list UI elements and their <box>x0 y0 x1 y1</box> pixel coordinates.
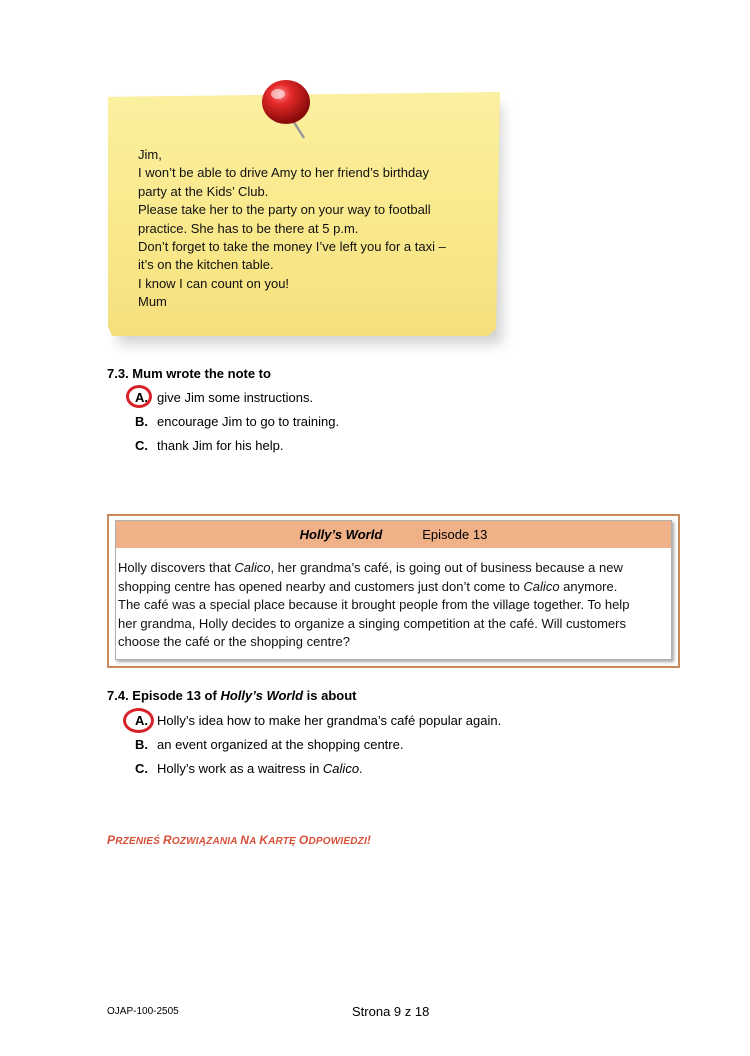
text-run: Holly discovers that <box>118 560 235 575</box>
text-run: shopping centre has opened nearby and customers just don’t come to <box>118 578 524 594</box>
text-run: DPOWIEDZI <box>308 836 367 847</box>
text-run: OZWIĄZANIA <box>171 836 241 847</box>
text-run: P <box>107 833 116 847</box>
text-run: R <box>162 833 172 847</box>
note-text <box>138 146 488 312</box>
q73-option-b[interactable] <box>135 414 339 429</box>
option-letter: C. <box>135 438 148 453</box>
episode-number: Episode 13 <box>422 527 488 542</box>
text-run: K <box>259 833 269 847</box>
pushpin-icon <box>258 78 314 142</box>
note-line: practice. She has to be there at 5 p.m. <box>138 220 359 236</box>
option-text: give Jim some instructions. <box>157 390 314 405</box>
option-letter: A. <box>135 390 148 405</box>
q74-option-b[interactable] <box>135 737 403 752</box>
exam-code: OJAP-100-2505 <box>107 1006 179 1017</box>
option-letter: C. <box>135 761 148 776</box>
title-run: is about <box>303 688 357 703</box>
cafe-name: Calico <box>234 560 271 575</box>
description-line <box>118 559 674 578</box>
option-letter: B. <box>135 737 148 752</box>
option-text: an event organized at the shopping centre. <box>157 737 404 752</box>
option-text: . <box>359 761 363 776</box>
text-run: , her grandma’s café, is going out of business because a new <box>270 560 623 575</box>
note-line: party at the Kids’ Club. <box>138 183 269 199</box>
note-line: Mum <box>138 294 167 310</box>
transfer-answers-reminder <box>107 833 371 847</box>
show-title: Holly’s World <box>299 527 383 542</box>
q74-option-c[interactable] <box>135 761 363 776</box>
text-run: N <box>240 833 250 847</box>
answer-circle-mark <box>126 385 152 408</box>
cafe-name: Calico <box>322 761 360 776</box>
text-run: anymore. <box>559 578 618 594</box>
description-line: The café was a special place because it brought people from the village together. To help <box>118 597 630 613</box>
note-line: Please take her to the party on your way to football <box>138 202 431 218</box>
cafe-name: Calico <box>523 578 560 594</box>
q74-option-a[interactable] <box>135 713 501 728</box>
text-run: A <box>249 836 260 847</box>
description-line <box>118 578 674 597</box>
question-7-3-title: 7.3. Mum wrote the note to <box>107 366 271 381</box>
page-number: Strona 9 z 18 <box>352 1004 430 1019</box>
note-line: I won’t be able to drive Amy to her friend’s birthday <box>138 165 429 181</box>
option-text: thank Jim for his help. <box>157 438 284 453</box>
option-text: Holly’s work as a waitress in <box>157 761 323 776</box>
q73-option-a[interactable] <box>135 390 313 405</box>
text-run: O <box>298 833 309 847</box>
option-text: encourage Jim to go to training. <box>157 414 340 429</box>
text-run: ARTĘ <box>268 836 299 847</box>
question-7-4-title <box>107 688 356 703</box>
note-line: it’s on the kitchen table. <box>138 257 274 273</box>
description-line: her grandma, Holly decides to organize a singing competition at the café. Will customers <box>118 615 626 631</box>
text-run: RZENIEŚ <box>115 836 163 847</box>
option-letter: B. <box>135 414 148 429</box>
note-line: I know I can count on you! <box>138 275 290 291</box>
text-run: ! <box>366 833 372 847</box>
option-letter: A. <box>135 713 148 728</box>
episode-header <box>116 521 671 548</box>
note-line: Jim, <box>138 147 162 162</box>
episode-description <box>118 559 674 652</box>
answer-circle-mark <box>123 708 154 733</box>
title-run: 7.4. Episode 13 of <box>107 688 221 703</box>
note-line: Don’t forget to take the money I’ve left you for a taxi – <box>138 239 446 255</box>
description-line: choose the café or the shopping centre? <box>118 634 350 650</box>
show-title: Holly’s World <box>220 688 304 703</box>
option-text: Holly’s idea how to make her grandma’s café popular again. <box>157 713 502 728</box>
q73-option-c[interactable] <box>135 438 283 453</box>
